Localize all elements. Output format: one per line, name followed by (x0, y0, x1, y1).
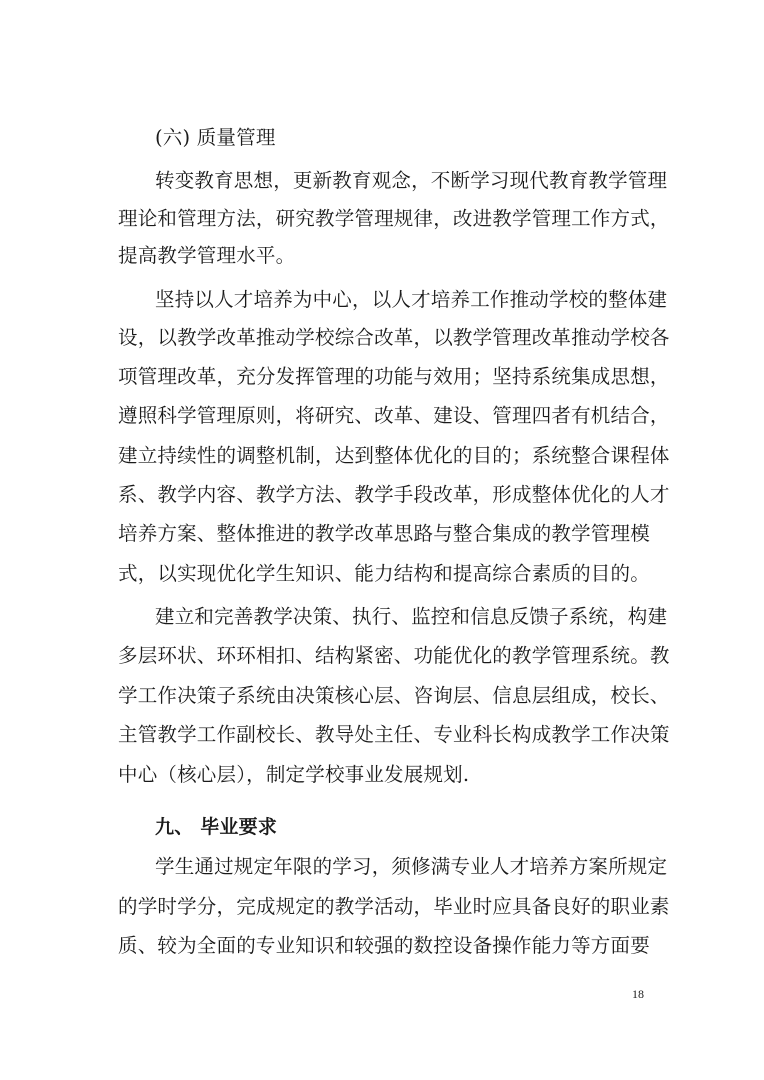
paragraph-line: 培养方案、整体推进的教学改革思路与整合集成的教学管理模 (118, 522, 650, 545)
section-heading-quality-management: (六) 质量管理 (155, 126, 276, 149)
paragraph-line: 学工作决策子系统由决策核心层、咨询层、信息层组成，校长、 (118, 684, 670, 707)
page-number: 18 (632, 987, 644, 1001)
paragraph-line: 建立持续性的调整机制，达到整体优化的目的；系统整合课程体 (118, 444, 670, 467)
paragraph-line: 项管理改革，充分发挥管理的功能与效用；坚持系统集成思想， (118, 365, 670, 388)
paragraph-line: 主管教学工作副校长、教导处主任、专业科长构成教学工作决策 (118, 723, 670, 746)
paragraph-line: 坚持以人才培养为中心，以人才培养工作推动学校的整体建 (155, 288, 668, 311)
paragraph-line: 多层环状、环环相扣、结构紧密、功能优化的教学管理系统。教 (118, 644, 670, 667)
paragraph-line: 系、教学内容、教学方法、教学手段改革，形成整体优化的人才 (118, 483, 670, 506)
paragraph-line: 遵照科学管理原则，将研究、改革、建设、管理四者有机结合， (118, 404, 670, 427)
paragraph-line: 质、较为全面的专业知识和较强的数控设备操作能力等方面要 (118, 934, 650, 957)
paragraph-line: 转变教育思想，更新教育观念，不断学习现代教育教学管理 (155, 169, 668, 192)
paragraph-line: 学生通过规定年限的学习，须修满专业人才培养方案所规定 (155, 855, 668, 878)
paragraph-line: 的学时学分，完成规定的教学活动，毕业时应具备良好的职业素 (118, 895, 670, 918)
paragraph-line: 提高教学管理水平。 (118, 244, 296, 267)
paragraph-line: 理论和管理方法，研究教学管理规律，改进教学管理工作方式， (118, 207, 670, 230)
paragraph-line: 建立和完善教学决策、执行、监控和信息反馈子系统，构建 (155, 605, 668, 628)
section-heading-graduation-requirements: 九、 毕业要求 (155, 816, 278, 838)
paragraph-line: 设，以教学改革推动学校综合改革，以教学管理改革推动学校各 (118, 326, 670, 349)
paragraph-line: 中心（核心层），制定学校事业发展规划. (118, 763, 470, 786)
paragraph-line: 式，以实现优化学生知识、能力结构和提高综合素质的目的。 (118, 562, 650, 585)
